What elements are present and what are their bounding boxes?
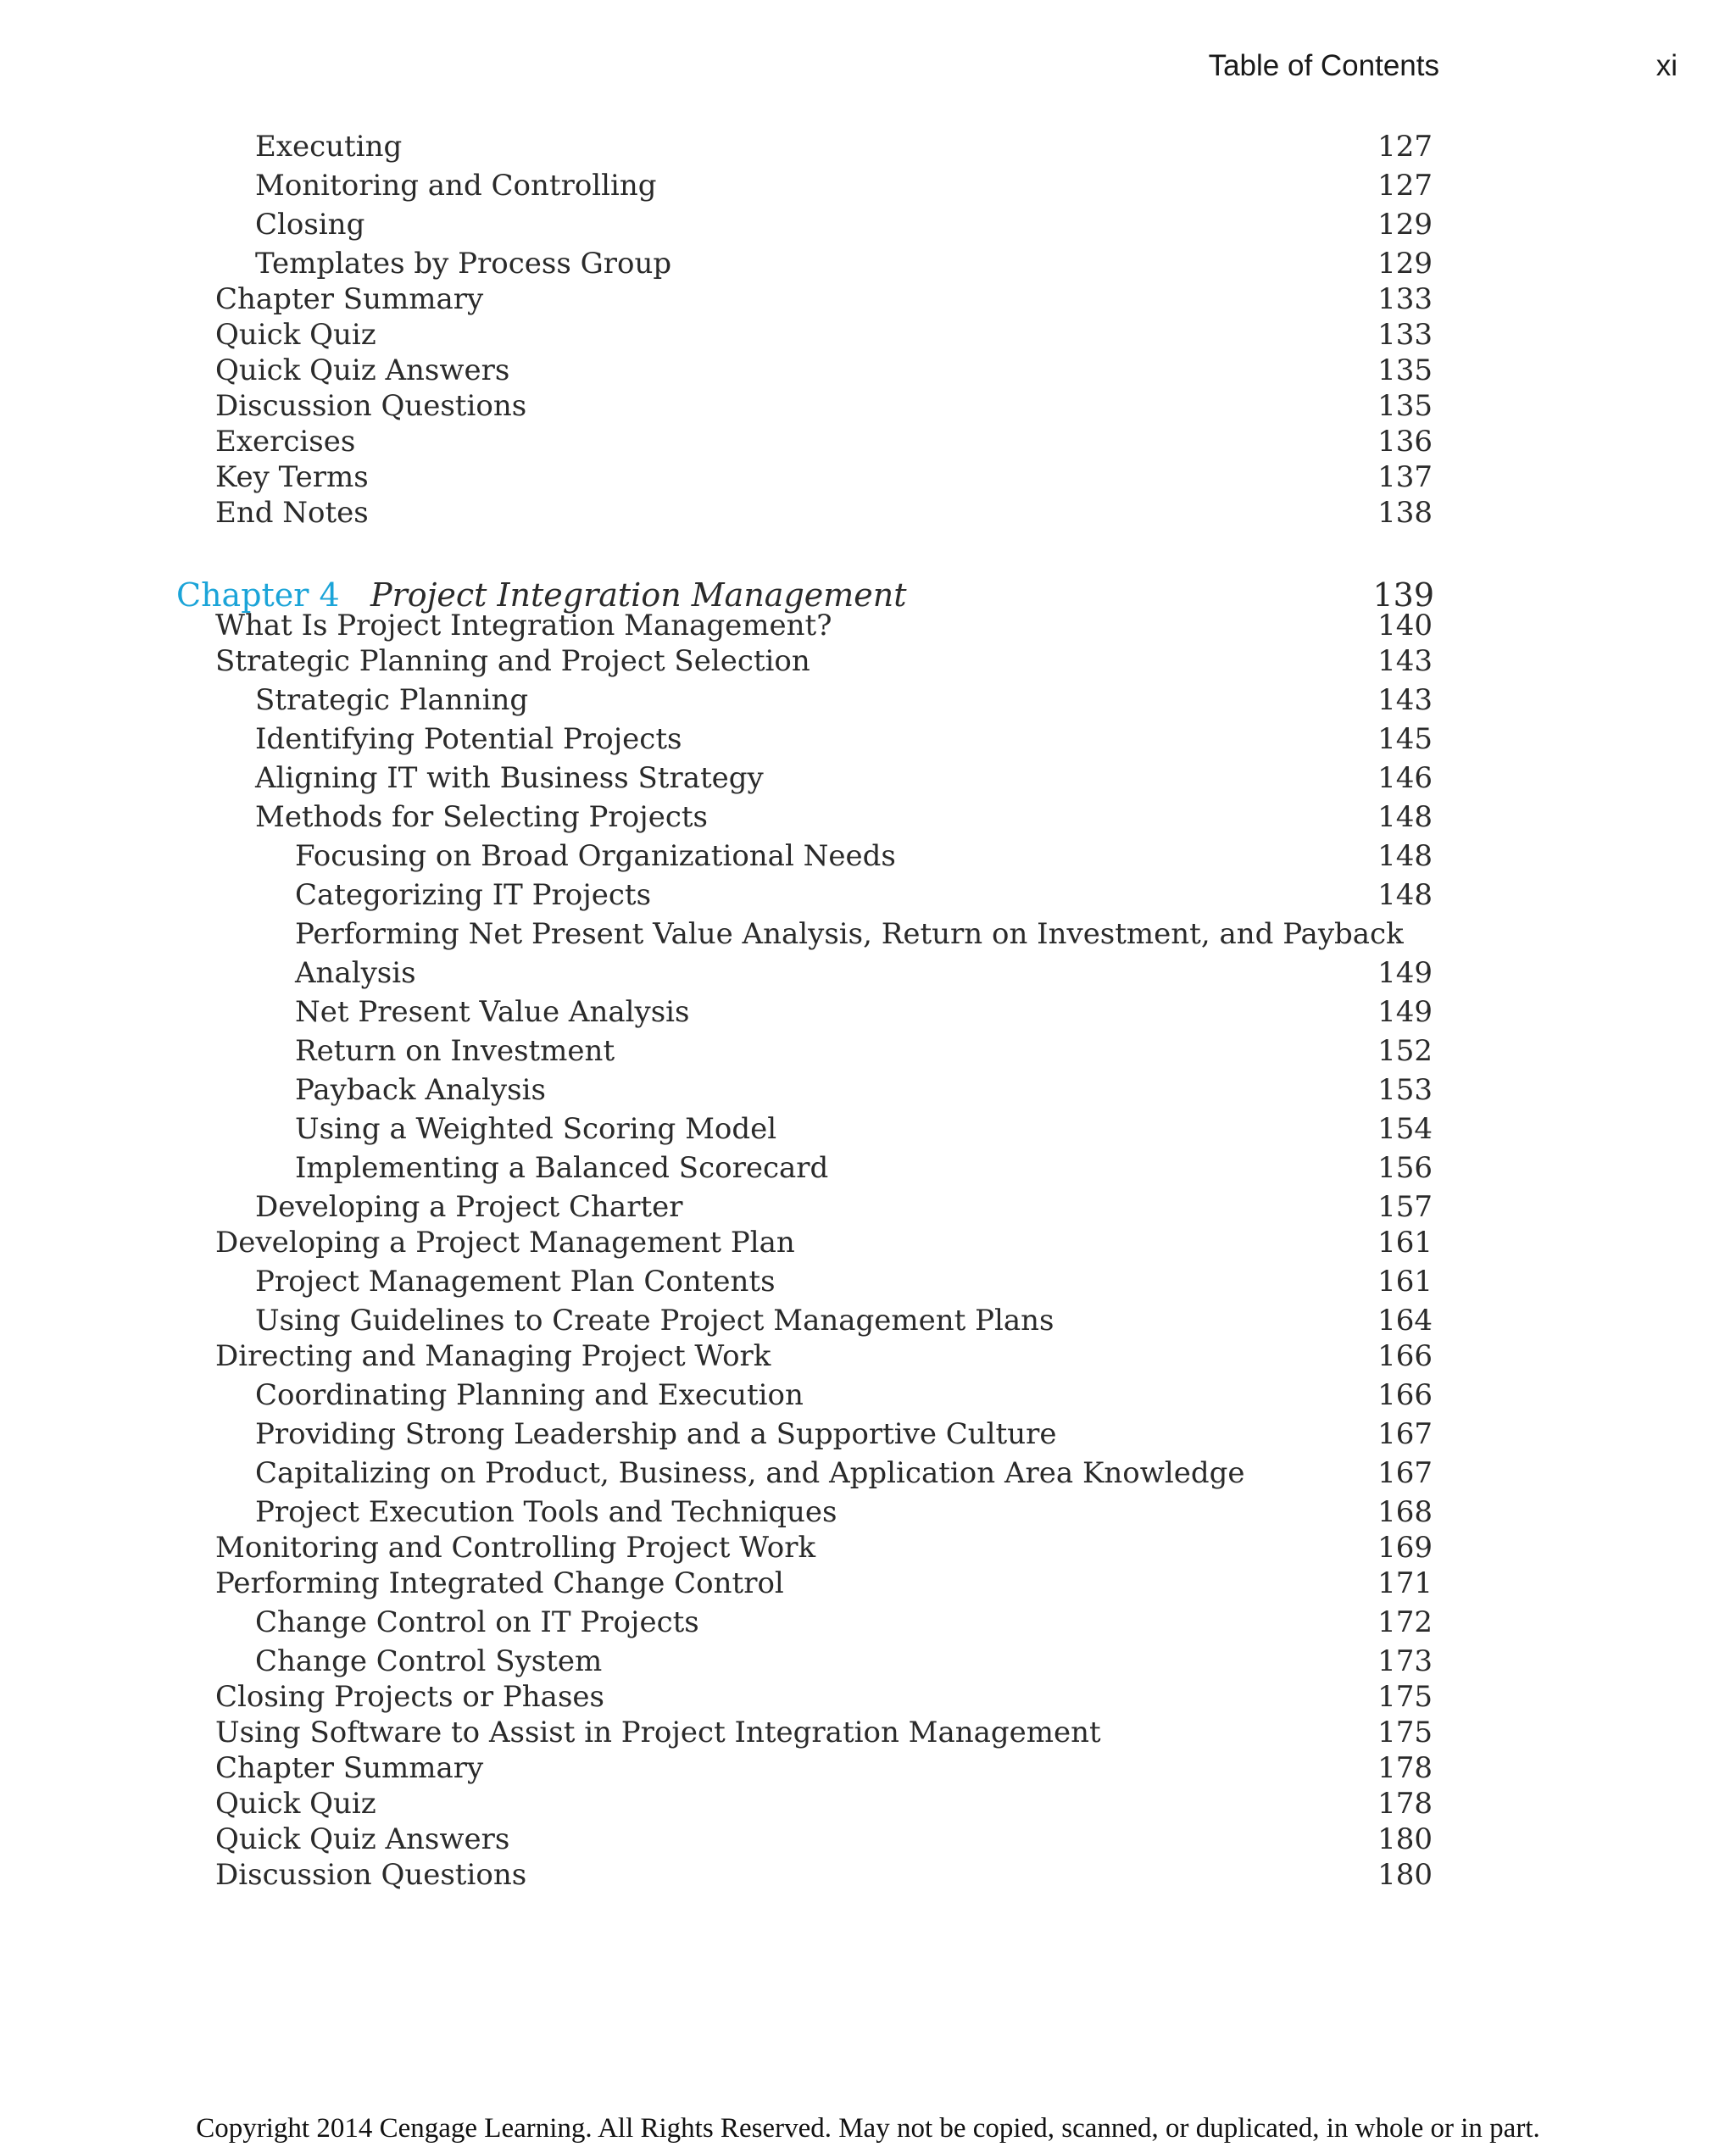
toc-entry-page: 153	[1377, 1073, 1433, 1107]
toc-entry-title: Change Control on IT Projects	[255, 1605, 699, 1639]
toc-entry-page: 143	[1377, 683, 1433, 717]
toc-entry[interactable]	[215, 1529, 1433, 1566]
toc-entry-title: What Is Project Integration Management?	[215, 609, 832, 642]
toc-entry-title: Change Control System	[255, 1644, 603, 1678]
toc-entry-title: Quick Quiz Answers	[215, 1822, 510, 1856]
toc-entry-page: 156	[1377, 1151, 1433, 1185]
toc-entry-page: 157	[1377, 1190, 1433, 1224]
toc-entry-page: 172	[1377, 1605, 1433, 1639]
toc-entry[interactable]	[215, 423, 1433, 460]
toc-entry[interactable]	[295, 1149, 1433, 1187]
toc-entry[interactable]	[295, 1071, 1433, 1109]
toc-entry-title: Closing	[255, 208, 365, 242]
toc-entry[interactable]	[295, 1110, 1433, 1148]
toc-entry-title: Identifying Potential Projects	[255, 722, 682, 756]
toc-entry[interactable]	[215, 1749, 1433, 1787]
toc-entry-page: 180	[1377, 1822, 1433, 1856]
toc-entry-page: 161	[1377, 1265, 1433, 1299]
toc-entry-title: Strategic Planning and Project Selection	[215, 644, 810, 678]
toc-entry-page: 145	[1377, 722, 1433, 756]
toc-entry-title: Discussion Questions	[215, 389, 527, 423]
toc-entry-title: Executing	[255, 130, 403, 164]
toc-entry[interactable]	[255, 167, 1433, 204]
toc-entry-page: 154	[1377, 1112, 1433, 1146]
toc-entry-page: 133	[1377, 318, 1433, 352]
toc-entry[interactable]	[255, 1604, 1433, 1641]
toc-entry[interactable]	[255, 1416, 1433, 1453]
toc-entry[interactable]	[215, 494, 1433, 531]
toc-entry[interactable]	[215, 1224, 1433, 1261]
toc-entry-title: Using a Weighted Scoring Model	[295, 1112, 777, 1146]
toc-entry-title: Quick Quiz	[215, 1787, 376, 1821]
toc-entry-page: 129	[1377, 247, 1433, 281]
toc-entry-title: End Notes	[215, 496, 369, 530]
toc-entry-page: 140	[1377, 609, 1433, 642]
toc-entry-page: 127	[1377, 169, 1433, 203]
toc-entry[interactable]	[215, 387, 1433, 425]
toc-entry-page: 175	[1377, 1680, 1433, 1714]
toc-entry[interactable]	[215, 1856, 1433, 1894]
toc-entry-title: Strategic Planning	[255, 683, 529, 717]
toc-entry-title: Key Terms	[215, 460, 369, 494]
toc-entry[interactable]	[215, 1821, 1433, 1858]
toc-entry-title: Quick Quiz	[215, 318, 376, 352]
toc-entry[interactable]	[255, 206, 1433, 243]
toc-entry-title: Payback Analysis	[295, 1073, 546, 1107]
toc-entry-title: Return on Investment	[295, 1034, 615, 1068]
toc-entry-page: 168	[1377, 1495, 1433, 1529]
toc-entry-page: 166	[1377, 1378, 1433, 1412]
toc-entry-page: 143	[1377, 644, 1433, 678]
toc-entry[interactable]	[255, 1188, 1433, 1226]
toc-entry-page: 166	[1377, 1339, 1433, 1373]
toc-entry[interactable]	[295, 954, 1433, 992]
toc-entry-page: 129	[1377, 208, 1433, 242]
toc-entry-page: 169	[1377, 1531, 1433, 1565]
toc-entry[interactable]	[215, 607, 1433, 644]
toc-entry-page: 152	[1377, 1034, 1433, 1068]
toc-entry[interactable]	[215, 459, 1433, 496]
toc-entry-page: 133	[1377, 282, 1433, 316]
toc-entry[interactable]	[255, 759, 1433, 797]
toc-entry-page: 180	[1377, 1858, 1433, 1892]
toc-entry[interactable]	[215, 642, 1433, 680]
toc-entry-page: 167	[1377, 1456, 1433, 1490]
toc-entry-title: Exercises	[215, 425, 356, 459]
toc-entry-page: 135	[1377, 353, 1433, 387]
toc-entry[interactable]	[255, 128, 1433, 165]
toc-entry-title: Templates by Process Group	[255, 247, 672, 281]
toc-entry-title: Chapter Summary	[215, 1751, 484, 1785]
toc-entry-title: Performing Integrated Change Control	[215, 1566, 784, 1600]
toc-entry[interactable]	[295, 993, 1433, 1031]
toc-entry-page: 149	[1377, 995, 1433, 1029]
toc-entry[interactable]	[295, 1032, 1433, 1070]
toc-entry-title: Methods for Selecting Projects	[255, 800, 708, 834]
toc-entry-title: Implementing a Balanced Scorecard	[295, 1151, 829, 1185]
toc-entry-title: Monitoring and Controlling Project Work	[215, 1531, 816, 1565]
toc-entry[interactable]	[255, 1263, 1433, 1300]
toc-entry[interactable]	[215, 1678, 1433, 1716]
toc-entry-title: Capitalizing on Product, Business, and Application Area Knowledge	[255, 1456, 1245, 1490]
toc-entry-title: Developing a Project Management Plan	[215, 1226, 795, 1260]
toc-entry[interactable]	[255, 720, 1433, 758]
toc-entry[interactable]	[255, 1377, 1433, 1414]
chapter-label: Chapter 4	[176, 576, 340, 614]
toc-entry-title: Discussion Questions	[215, 1858, 527, 1892]
toc-entry-page: 135	[1377, 389, 1433, 423]
toc-entry-title: Categorizing IT Projects	[295, 878, 652, 912]
toc-entry-page: 178	[1377, 1787, 1433, 1821]
toc-entry-page: 148	[1377, 800, 1433, 834]
copyright-notice: Copyright 2014 Cengage Learning. All Rights Reserved. May not be copied, scanned, or duplicated, in whole or in part.	[196, 2113, 1540, 2144]
toc-entry-page: 164	[1377, 1304, 1433, 1338]
toc-entry[interactable]	[295, 837, 1433, 875]
toc-entry[interactable]	[215, 1338, 1433, 1375]
chapter-title: Project Integration Management	[370, 576, 907, 614]
toc-entry-page: 167	[1377, 1417, 1433, 1451]
toc-entry-page: 148	[1377, 878, 1433, 912]
toc-entry-page: 127	[1377, 130, 1433, 164]
toc-entry-page: 136	[1377, 425, 1433, 459]
toc-entry[interactable]	[215, 1785, 1433, 1822]
toc-entry-title: Chapter Summary	[215, 282, 484, 316]
page-number: xi	[1655, 49, 1678, 82]
toc-entry[interactable]	[215, 316, 1433, 353]
toc-entry-title: Quick Quiz Answers	[215, 353, 510, 387]
toc-entry-title: Using Guidelines to Create Project Management Plans	[255, 1304, 1054, 1338]
chapter-page-number: 139	[1372, 576, 1434, 614]
toc-entry[interactable]	[255, 1493, 1433, 1531]
toc-entry-page: 178	[1377, 1751, 1433, 1785]
toc-entry-title: Closing Projects or Phases	[215, 1680, 604, 1714]
toc-entry[interactable]	[255, 1302, 1433, 1339]
toc-entry[interactable]	[255, 245, 1433, 282]
toc-entry-title: Project Execution Tools and Techniques	[255, 1495, 837, 1529]
toc-entry-title: Developing a Project Charter	[255, 1190, 683, 1224]
toc-entry[interactable]	[215, 1714, 1433, 1751]
toc-entry-title: Focusing on Broad Organizational Needs	[295, 839, 896, 873]
toc-entry-title: Providing Strong Leadership and a Supportive Culture	[255, 1417, 1057, 1451]
toc-entry-title: Analysis	[295, 956, 416, 990]
toc-entry-page: 149	[1377, 956, 1433, 990]
toc-entry[interactable]	[215, 352, 1433, 389]
toc-entry-page: 173	[1377, 1644, 1433, 1678]
toc-entry-page: 146	[1377, 761, 1433, 795]
toc-entry-title: Performing Net Present Value Analysis, Return on Investment, and Payback	[295, 917, 1404, 951]
toc-entry-title: Project Management Plan Contents	[255, 1265, 776, 1299]
toc-entry-page: 138	[1377, 496, 1433, 530]
toc-entry[interactable]	[255, 798, 1433, 836]
toc-entry-title: Aligning IT with Business Strategy	[255, 761, 764, 795]
toc-entry[interactable]	[295, 915, 1433, 953]
toc-entry[interactable]	[215, 1565, 1433, 1602]
toc-entry[interactable]	[295, 876, 1433, 914]
toc-entry-page: 148	[1377, 839, 1433, 873]
toc-entry[interactable]	[255, 1643, 1433, 1680]
toc-entry-page: 175	[1377, 1716, 1433, 1749]
toc-entry[interactable]	[255, 1455, 1433, 1492]
toc-entry-page: 171	[1377, 1566, 1433, 1600]
toc-entry[interactable]	[255, 681, 1433, 719]
toc-entry-title: Using Software to Assist in Project Integration Management	[215, 1716, 1101, 1749]
toc-entry-title: Directing and Managing Project Work	[215, 1339, 771, 1373]
running-title: Table of Contents	[1208, 49, 1439, 82]
toc-entry-page: 137	[1377, 460, 1433, 494]
toc-entry-title: Coordinating Planning and Execution	[255, 1378, 804, 1412]
toc-entry-page: 161	[1377, 1226, 1433, 1260]
toc-entry-title: Monitoring and Controlling	[255, 169, 657, 203]
toc-entry[interactable]	[215, 281, 1433, 318]
toc-entry-title: Net Present Value Analysis	[295, 995, 690, 1029]
